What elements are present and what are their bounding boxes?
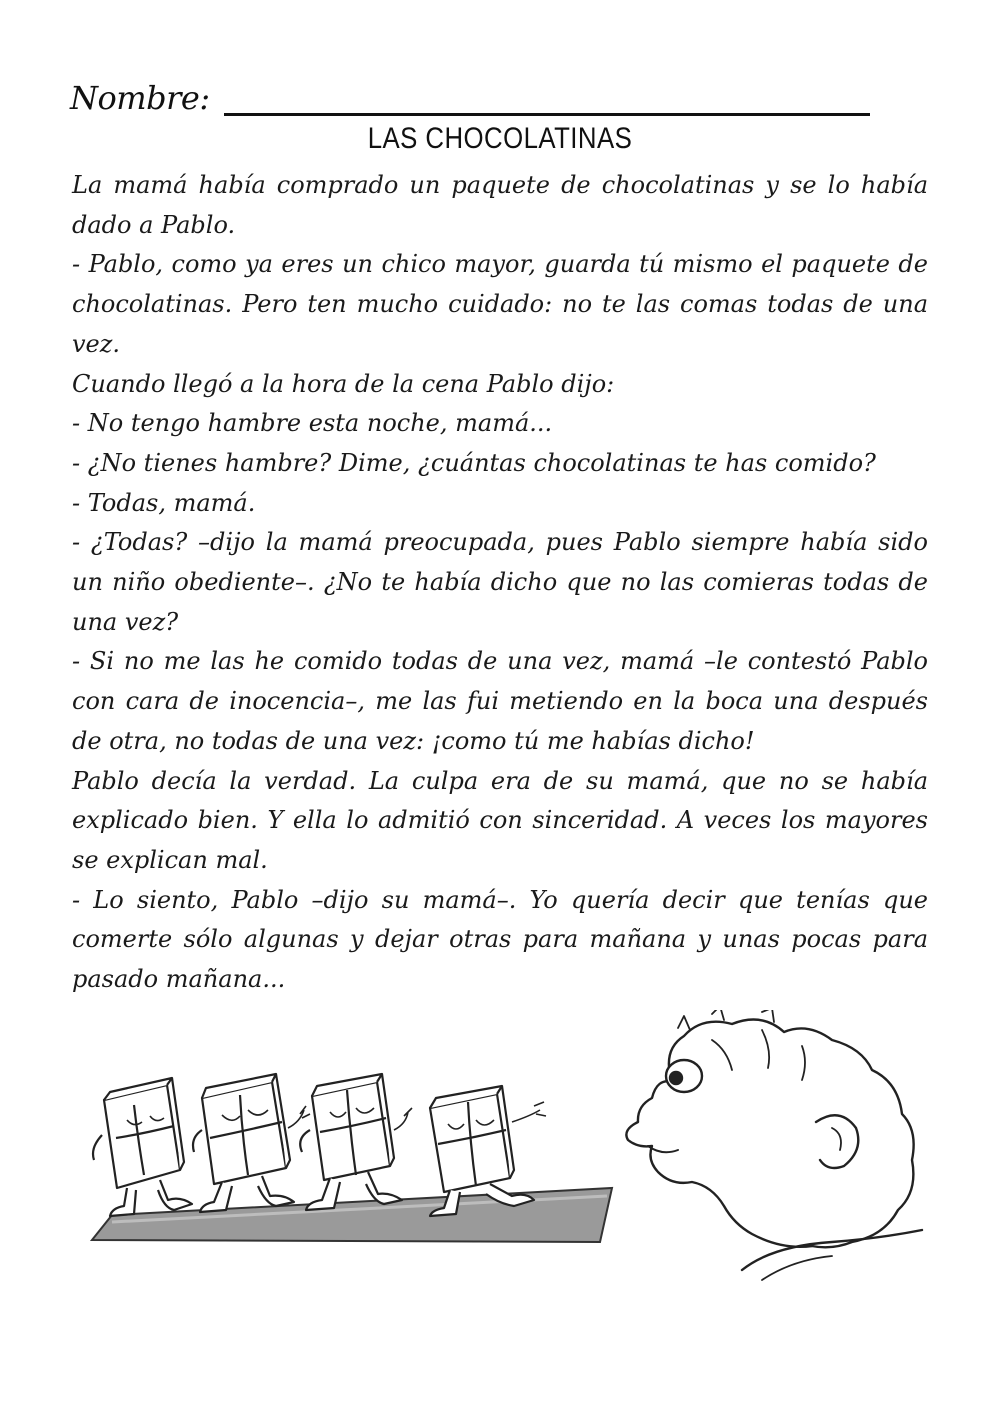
chocolate-bar-illustration (93, 1078, 192, 1216)
story-paragraph: - No tengo hambre esta noche, mamá... (72, 409, 553, 438)
story-paragraph: - Pablo, como ya eres un chico mayor, guarda tú mismo el paquete de chocolatinas. Pero ten mucho cuidado: no te las comas todas de una vez. (72, 250, 928, 358)
illustration (72, 1010, 942, 1290)
chocolate-bar-illustration (300, 1074, 412, 1210)
story-paragraph: - ¿No tienes hambre? Dime, ¿cuántas chocolatinas te has comido? (72, 448, 876, 477)
chocolate-bar-illustration (430, 1086, 546, 1216)
name-blank-line (224, 93, 870, 116)
page-title: LAS CHOCOLATINAS (367, 122, 633, 155)
story-paragraph: - Todas, mamá. (72, 488, 256, 517)
story-text (72, 166, 928, 1000)
story-paragraph: La mamá había comprado un paquete de chocolatinas y se lo había dado a Pablo. (72, 171, 928, 239)
story-paragraph: Cuando llegó a la hora de la cena Pablo dijo: (72, 369, 615, 398)
story-paragraph: - Si no me las he comido todas de una vez, mamá –le contestó Pablo con cara de inocencia–, me las fui metiendo en la boca una después de otra, no todas de una vez: ¡como tú me habías dicho! (72, 647, 928, 755)
story-paragraph: Pablo decía la verdad. La culpa era de su mamá, que no se había explicado bien. Y ella lo admitió con sinceridad. A veces los mayores se explican mal. (72, 766, 928, 874)
chocolate-bar-illustration (193, 1074, 310, 1212)
name-field-row (70, 72, 870, 116)
name-label: Nombre: (70, 79, 210, 117)
ground-strip-illustration (92, 1188, 612, 1242)
story-paragraph: - Lo siento, Pablo –dijo su mamá–. Yo quería decir que tenías que comerte sólo algunas y dejar otras para mañana y unas pocas para pasado mañana... (72, 885, 928, 994)
boy-face-illustration (626, 1010, 922, 1280)
story-paragraph: - ¿Todas? –dijo la mamá preocupada, pues Pablo siempre había sido un niño obediente–. ¿No te había dicho que no las comieras todas de una vez? (72, 528, 928, 636)
